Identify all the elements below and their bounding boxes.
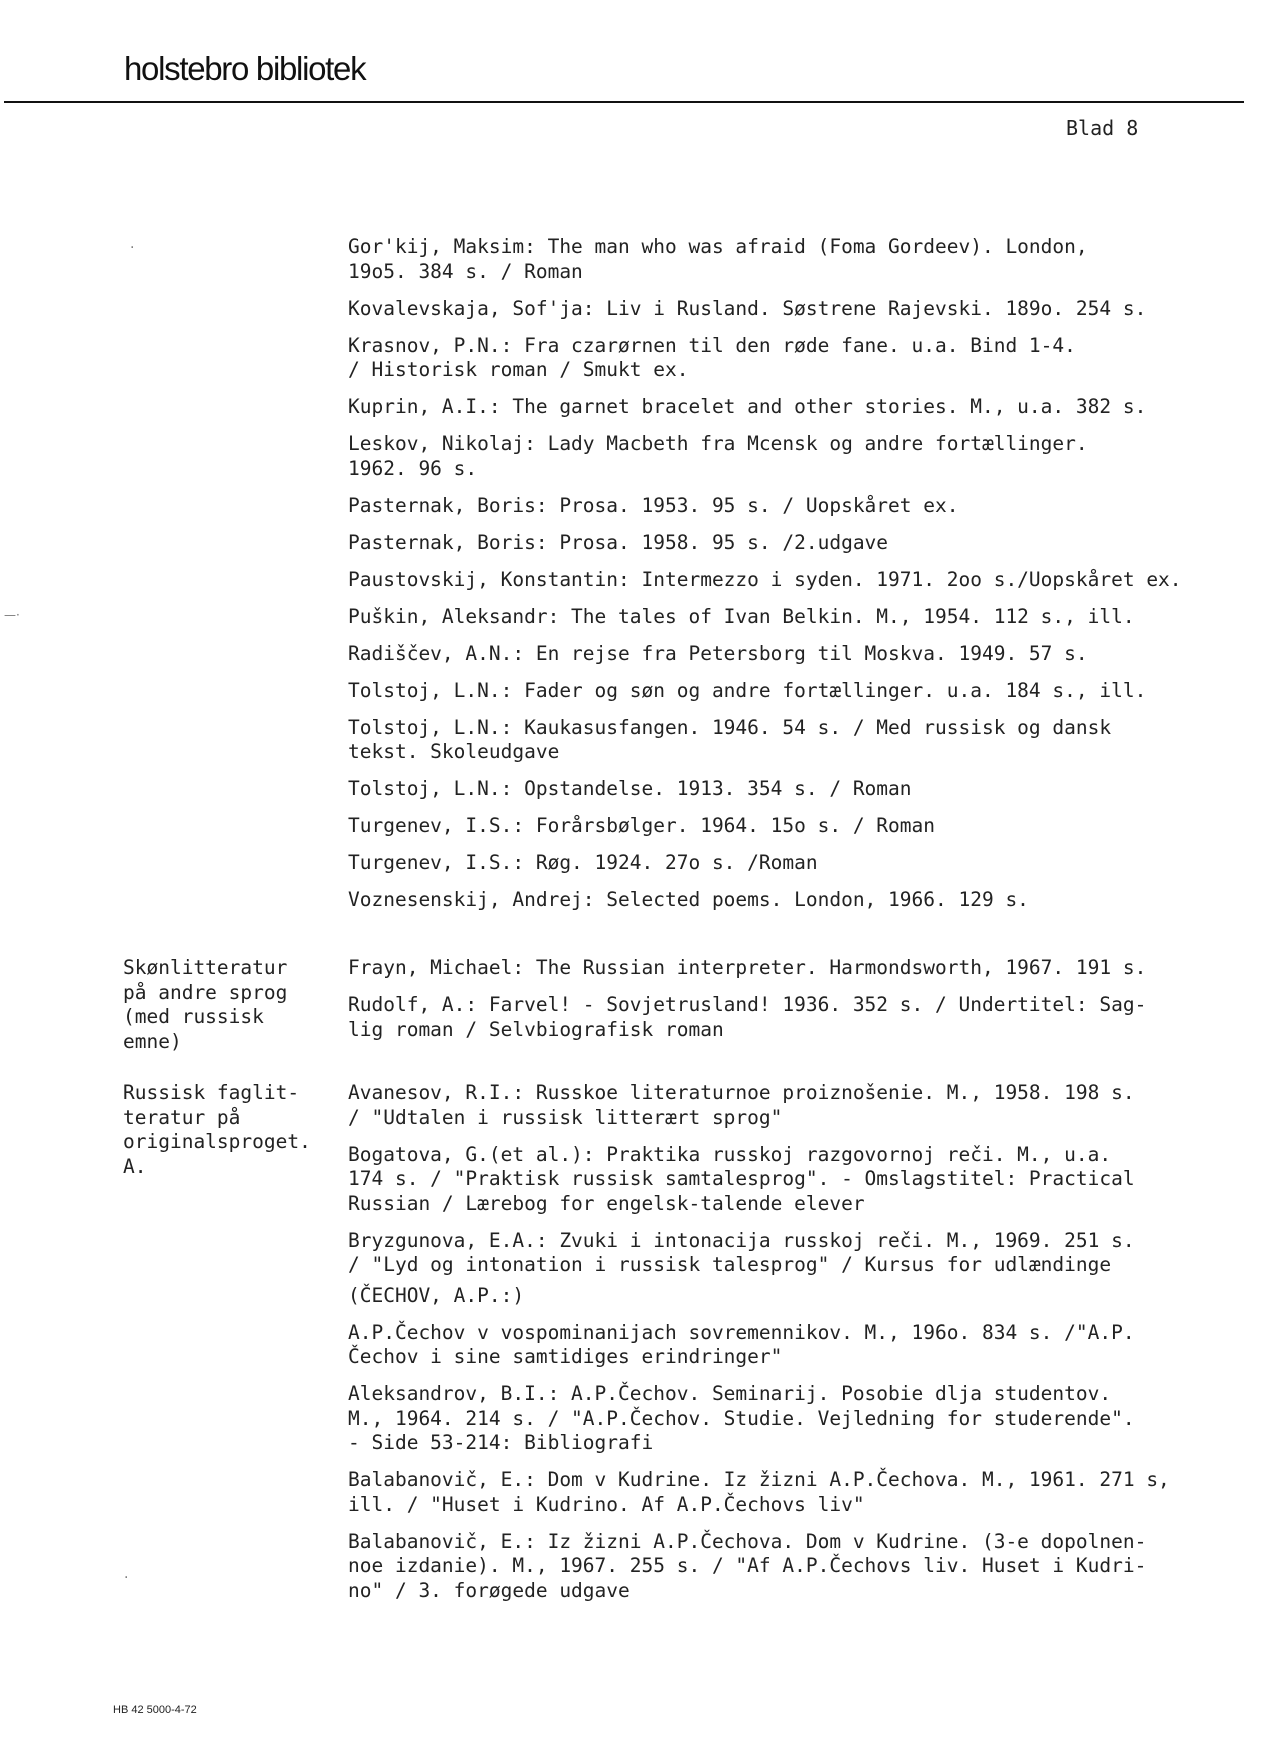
catalog-entry: Avanesov, R.I.: Russkoe literaturnoe proiznošenie. M., 1958. 198 s. / "Udtalen i russisk litterært sprog" xyxy=(348,1081,1135,1129)
catalog-subheading: (ČECHOV, A.P.:) xyxy=(348,1283,525,1307)
catalog-entry: A.P.Čechov v vospominanijach sovremennikov. M., 196o. 834 s. /"A.P. Čechov i sine samtidiges erindringer" xyxy=(348,1320,1135,1368)
entry-list xyxy=(348,956,1248,1055)
section-heading: Russisk faglit- teratur på originalsproget. A. xyxy=(123,1081,311,1178)
catalog-entry: Kuprin, A.I.: The garnet bracelet and other stories. M., u.a. 382 s. xyxy=(348,395,1147,418)
catalog-entry: Aleksandrov, B.I.: A.P.Čechov. Seminarij. Posobie dlja studentov. M., 1964. 214 s. / "A.P.Čechov. Studie. Vejledning for studerende". - Side 53-214: Bibliografi xyxy=(348,1382,1135,1454)
scan-speck: · xyxy=(124,1570,129,1586)
catalog-entry: Paustovskij, Konstantin: Intermezzo i syden. 1971. 2oo s./Uopskåret ex. xyxy=(348,567,1182,591)
sheet-number: Blad 8 xyxy=(1066,116,1139,140)
library-letterhead: holstebro bibliotek xyxy=(124,50,366,87)
catalog-entry: Radiščev, A.N.: En rejse fra Petersborg til Moskva. 1949. 57 s. xyxy=(348,641,1088,665)
catalog-entry: Turgenev, I.S.: Røg. 1924. 27o s. /Roman xyxy=(348,851,818,874)
scan-speck: —· xyxy=(4,608,20,622)
catalog-entry: Pasternak, Boris: Prosa. 1958. 95 s. /2.udgave xyxy=(348,530,889,554)
scan-speck: · xyxy=(130,240,135,256)
entry-list xyxy=(348,1081,1248,1616)
catalog-entry: Balabanovič, E.: Iz žizni A.P.Čechova. Dom v Kudrine. (3-e dopolnen- noe izdanie). M., 1967. 255 s. / "Af A.P.Čechovs liv. Huset i Kudri- no" / 3. forøgede udgave xyxy=(348,1529,1147,1602)
form-code: HB 42 5000-4-72 xyxy=(113,1704,197,1716)
entry-list xyxy=(348,235,1248,925)
catalog-entry: Frayn, Michael: The Russian interpreter. Harmondsworth, 1967. 191 s. xyxy=(348,956,1147,979)
catalog-entry: Kovalevskaja, Sof'ja: Liv i Rusland. Søstrene Rajevski. 189o. 254 s. xyxy=(348,296,1147,320)
catalog-entry: Puškin, Aleksandr: The tales of Ivan Belkin. M., 1954. 112 s., ill. xyxy=(348,604,1135,628)
catalog-entry: Gor'kij, Maksim: The man who was afraid (Foma Gordeev). London, 19o5. 384 s. / Roman xyxy=(348,235,1088,283)
catalog-entry: Turgenev, I.S.: Forårsbølger. 1964. 15o s. / Roman xyxy=(348,814,935,837)
catalog-entry: Tolstoj, L.N.: Opstandelse. 1913. 354 s. / Roman xyxy=(348,777,912,800)
catalog-entry: Tolstoj, L.N.: Fader og søn og andre fortællinger. u.a. 184 s., ill. xyxy=(348,678,1147,702)
catalog-entry: Bryzgunova, E.A.: Zvuki i intonacija russkoj reči. M., 1969. 251 s. / "Lyd og intonation i russisk talesprog" / Kursus for udlændinge xyxy=(348,1228,1135,1276)
catalog-entry: Krasnov, P.N.: Fra czarørnen til den røde fane. u.a. Bind 1-4. / Historisk roman / Smukt ex. xyxy=(348,333,1076,381)
catalog-entry: Leskov, Nikolaj: Lady Macbeth fra Mcensk og andre fortællinger. 1962. 96 s. xyxy=(348,432,1088,480)
catalog-entry: Balabanovič, E.: Dom v Kudrine. Iz žizni A.P.Čechova. M., 1961. 271 s, ill. / "Huset i Kudrino. Af A.P.Čechovs liv" xyxy=(348,1468,1170,1516)
catalog-entry: Voznesenskij, Andrej: Selected poems. London, 1966. 129 s. xyxy=(348,888,1029,911)
catalog-entry: Bogatova, G.(et al.): Praktika russkoj razgovornoj reči. M., u.a. 174 s. / "Praktisk russisk samtalesprog". - Omslagstitel: Practical Russian / Lærebog for engelsk-talende elever xyxy=(348,1142,1135,1215)
catalog-entry: Pasternak, Boris: Prosa. 1953. 95 s. / Uopskåret ex. xyxy=(348,493,959,517)
catalog-entry: Tolstoj, L.N.: Kaukasusfangen. 1946. 54 s. / Med russisk og dansk tekst. Skoleudgave xyxy=(348,715,1112,763)
section-heading: Skønlitteratur på andre sprog (med russisk emne) xyxy=(123,956,288,1053)
catalog-entry: Rudolf, A.: Farvel! - Sovjetrusland! 1936. 352 s. / Undertitel: Sag- lig roman / Selvbiografisk roman xyxy=(348,993,1147,1041)
header-rule xyxy=(4,101,1244,103)
